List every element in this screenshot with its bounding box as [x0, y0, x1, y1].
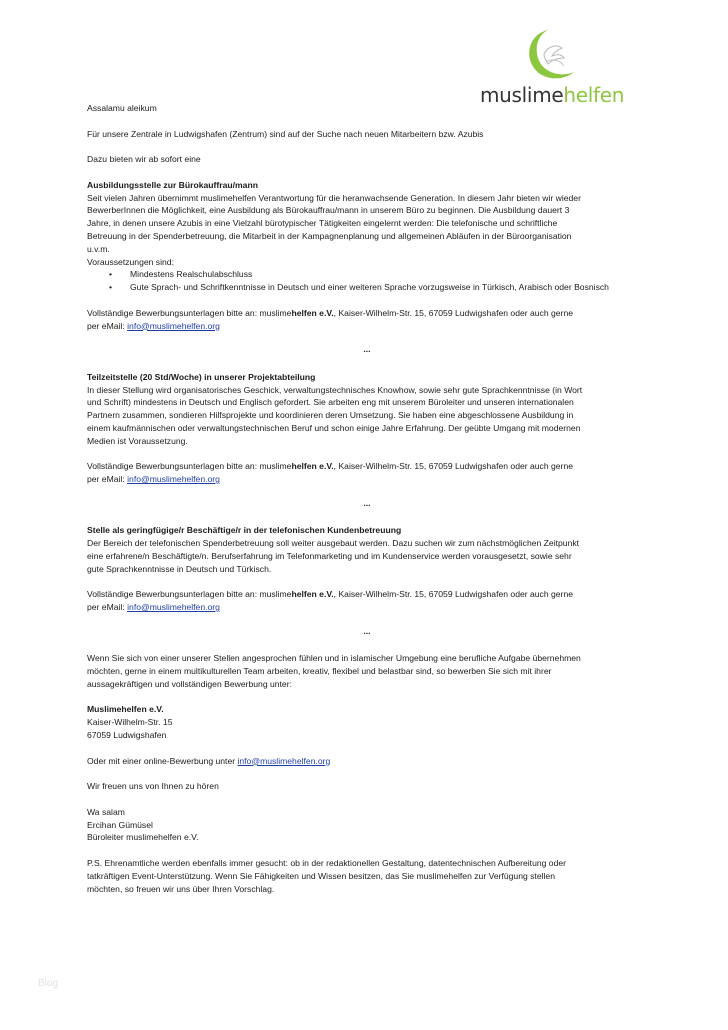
closing-body-line: möchten, gerne in einem multikulturellen Team arbeiten, kreativ, flexibel und belastbar sind, so bewerben Sie sich mit ihrer — [87, 666, 552, 677]
job3-body-line: gute Sprachkenntnisse in Deutsch und Türkisch. — [87, 563, 272, 574]
job3-body-line: eine erfahrene/n Beschäftigte/n. Berufserfahrung im Telefonmarketing und im Kundenservice werden vorausgesetzt, sowie sehr — [87, 550, 572, 561]
job2-body-line: Partnern zusammen, sondieren Hilfsprojekte und koordinieren deren Umsetzung. Sie haben eine abgeschlossene Ausbildung in — [87, 410, 574, 421]
job2-body-line: In dieser Stellung wird organisatorisches Geschick, verwaltungstechnisches Knowhow, sowie sehr gute Sprachkenntnisse (in Wort — [87, 384, 583, 395]
job1-title: Ausbildungsstelle zur Bürokauffrau/mann — [87, 179, 258, 190]
job1-requirements-list — [87, 268, 647, 294]
job2-body-line: und Schrift) mindestens in Deutsch und Englisch gefordert. Sie arbeiten eng mit unserem Büroleiter und unseren internationalen — [87, 397, 574, 408]
greeting: Assalamu aleikum — [87, 103, 157, 113]
job2-apply-line: Vollständige Bewerbungsunterlagen bitte an: muslimehelfen e.V., Kaiser-Wilhelm-Str. 15, 67059 Ludwigshafen oder auch gerne — [87, 461, 573, 472]
ps-line: möchten, so freuen wir uns über Ihren Vorschlag. — [87, 883, 275, 894]
crescent-hands-icon — [520, 28, 580, 84]
watermark: Blog — [38, 978, 59, 989]
ps-line: tatkräftigen Event-Unterstützung. Wenn Sie Fähigkeiten und Wissen besitzen, das Sie muslimehelfen zur Verfügung stellen — [87, 870, 555, 881]
section-separator: ... — [363, 344, 371, 355]
closing-body-line: Wenn Sie sich von einer unserer Stellen angesprochen fühlen und in islamischer Umgebung eine berufliche Aufgabe übernehmen — [87, 653, 581, 664]
job3-email-line: per eMail: info@muslimehelfen.org — [87, 602, 220, 613]
looking-forward: Wir freuen uns von Ihnen zu hören — [87, 781, 219, 792]
logo-text-green: helfen — [563, 83, 625, 107]
salutation: Wa salam — [87, 806, 125, 817]
org-city: 67059 Ludwigshafen — [87, 730, 167, 741]
section-separator: ... — [363, 625, 371, 636]
org-street: Kaiser-Wilhelm-Str. 15 — [87, 717, 173, 728]
job1-body-line: Betreuung in der Spenderbetreuung, die Mitarbeit in der Kampagnenplanung und allgemeinen Abläufen in der Büroorganisation — [87, 230, 572, 241]
job1-email-line: per eMail: info@muslimehelfen.org — [87, 320, 220, 331]
closing-body-line: aussagekräftigen und vollständigen Bewerbung unter: — [87, 678, 292, 689]
job1-body-line: Seit vielen Jahren übernimmt muslimehelfen Verantwortung für die heranwachsende Generation. In diesem Jahr bieten wir wieder — [87, 192, 581, 203]
letter-body — [87, 102, 647, 895]
org-name: Muslimehelfen e.V. — [87, 704, 164, 715]
logo-text-dark: muslime — [480, 83, 564, 107]
job3-apply-line: Vollständige Bewerbungsunterlagen bitte an: muslimehelfen e.V., Kaiser-Wilhelm-Str. 15, 67059 Ludwigshafen oder auch gerne — [87, 589, 573, 600]
job2-body-line: Medien ist Voraussetzung. — [87, 435, 188, 446]
signer-role: Büroleiter muslimehelfen e.V. — [87, 832, 199, 843]
job1-email-link[interactable]: info@muslimehelfen.org — [127, 320, 220, 331]
job3-body-line: Der Bereich der telefonischen Spenderbetreuung soll weiter ausgebaut werden. Dazu suchen wir zum nächstmöglichen Zeitpunkt — [87, 538, 580, 549]
job1-body-line: BewerberInnen die Möglichkeit, eine Ausbildung als Bürokauffrau/mann in unserem Büro zu beginnen. Die Ausbildung dauert 3 — [87, 205, 570, 216]
job1-apply-line: Vollständige Bewerbungsunterlagen bitte an: muslimehelfen e.V., Kaiser-Wilhelm-Str. 15, 67059 Ludwigshafen oder auch gerne — [87, 307, 573, 318]
intro-line: Für unsere Zentrale in Ludwigshafen (Zentrum) sind auf der Suche nach neuen Mitarbeitern bzw. Azubis — [87, 128, 484, 139]
muslimehelfen-logo — [480, 28, 640, 108]
ps-line: P.S. Ehrenamtliche werden ebenfalls immer gesucht: ob in der redaktionellen Gestaltung, datentechnischen Aufbereitung oder — [87, 858, 566, 869]
job3-email-link[interactable]: info@muslimehelfen.org — [127, 602, 220, 613]
job1-body-line: u.v.m. — [87, 243, 110, 254]
job2-title: Teilzeitstelle (20 Std/Woche) in unserer Projektabteilung — [87, 371, 316, 382]
job3-title: Stelle als geringfügige/r Beschäftige/r in der telefonischen Kundenbetreuung — [87, 525, 402, 536]
list-item: • Mindestens Realschulabschluss — [87, 268, 647, 281]
job1-body-line: Jahre, in denen unsere Azubis in eine Vielzahl bürotypischer Tätigkeiten eingelernt werden: Die telefonische und schriftliche — [87, 218, 558, 229]
online-application-line: Oder mit einer online-Bewerbung unter info@muslimehelfen.org — [87, 755, 331, 766]
intro-line-2: Dazu bieten wir ab sofort eine — [87, 154, 201, 165]
section-separator: ... — [363, 497, 371, 508]
signer-name: Ercihan Gümüsel — [87, 819, 153, 830]
job2-email-line: per eMail: info@muslimehelfen.org — [87, 474, 220, 485]
job2-email-link[interactable]: info@muslimehelfen.org — [127, 474, 220, 485]
job2-body-line: einem kaufmännischen oder verwaltungstechnischen Beruf und schon einige Jahre Erfahrung. Der geübte Umgang mit modernen — [87, 422, 581, 433]
online-email-link[interactable]: info@muslimehelfen.org — [237, 755, 331, 766]
list-item: • Gute Sprach- und Schriftkenntnisse in Deutsch und einer weiteren Sprache vorzugsweise in Türkisch, Arabisch oder Bosnisch — [87, 281, 647, 294]
job1-requirements-label: Voraussetzungen sind: — [87, 256, 174, 267]
